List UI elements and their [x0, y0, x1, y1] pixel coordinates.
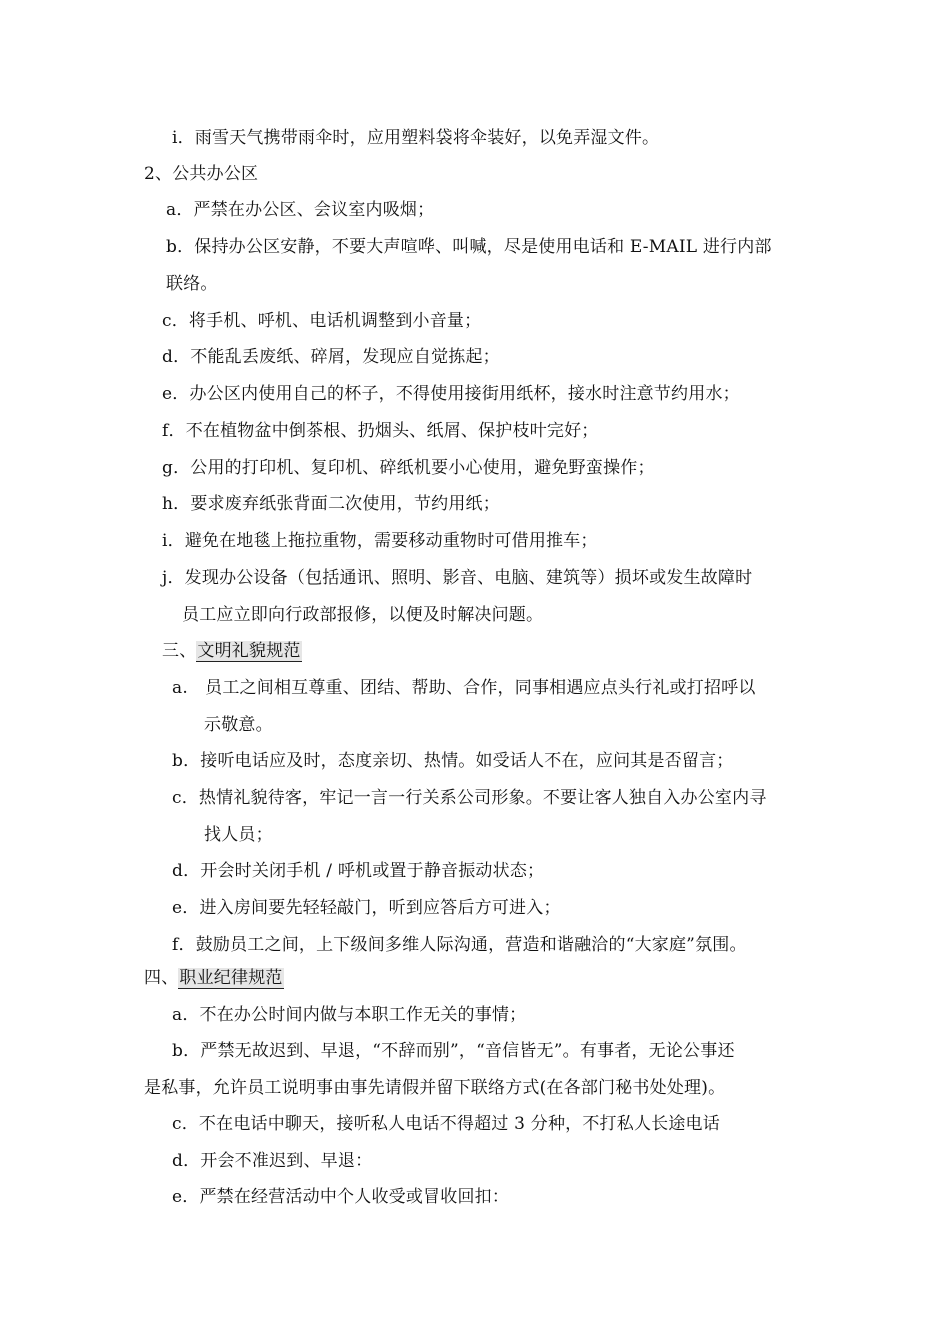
text-line: f．鼓励员工之间，上下级间多维人际沟通，营造和谐融洽的“大家庭”氛围。 — [172, 935, 747, 955]
section-heading-discipline — [144, 966, 284, 990]
text-line: 联络。 — [166, 274, 218, 294]
text-line: b．严禁无故迟到、早退，“不辞而别”，“音信皆无”。有事者，无论公事还 — [172, 1041, 735, 1061]
text-line: d．开会时关闭手机 / 呼机或置于静音振动状态； — [172, 861, 545, 881]
text-line: b．保持办公区安静，不要大声喧哗、叫喊，尽是使用电话和 E-MAIL 进行内部 — [166, 237, 772, 257]
text-line: d．不能乱丢废纸、碎屑，发现应自觉拣起； — [162, 347, 500, 367]
text-line: h．要求废弃纸张背面二次使用，节约用纸； — [162, 494, 500, 514]
text-line: 示敬意。 — [204, 715, 273, 735]
text-line: 找人员； — [204, 825, 273, 845]
section-title: 文明礼貌规范 — [197, 641, 301, 661]
section-heading-public-office: 2、公共办公区 — [144, 164, 259, 184]
text-line: b．接听电话应及时，态度亲切、热情。如受话人不在，应问其是否留言； — [172, 751, 734, 771]
text-line: 是私事，允许员工说明事由事先请假并留下联络方式(在各部门秘书处处理)。 — [144, 1078, 726, 1098]
text-line: f．不在植物盆中倒茶根、扔烟头、纸屑、保护枝叶完好； — [162, 421, 599, 441]
text-line: e．办公区内使用自己的杯子，不得使用接街用纸杯，接水时注意节约用水； — [162, 384, 740, 404]
text-line: j．发现办公设备（包括通讯、照明、影音、电脑、建筑等）损坏或发生故障时 — [162, 568, 753, 588]
text-line: e．进入房间要先轻轻敲门，听到应答后方可进入； — [172, 898, 561, 918]
text-line: c．热情礼貌待客，牢记一言一行关系公司形象。不要让客人独自入办公室内寻 — [172, 788, 767, 808]
text-line: a．严禁在办公区、会议室内吸烟； — [166, 200, 435, 220]
text-line: i．避免在地毯上拖拉重物，需要移动重物时可借用推车； — [162, 531, 598, 551]
text-line: e．严禁在经营活动中个人收受或冒收回扣： — [172, 1187, 510, 1207]
section-number: 三、 — [162, 641, 197, 661]
text-line: c．不在电话中聊天，接听私人电话不得超过 3 分种，不打私人长途电话 — [172, 1114, 720, 1134]
text-line: d．开会不准迟到、早退： — [172, 1151, 373, 1171]
text-line: 员工应立即向行政部报修，以便及时解决问题。 — [182, 605, 544, 625]
text-line: c．将手机、呼机、电话机调整到小音量； — [162, 311, 482, 331]
text-line: g．公用的打印机、复印机、碎纸机要小心使用，避免野蛮操作； — [162, 458, 655, 478]
section-number: 四、 — [144, 968, 179, 988]
text-line: a. 员工之间相互尊重、团结、帮助、合作，同事相遇应点头行礼或打招呼以 — [172, 678, 756, 698]
text-line: a．不在办公时间内做与本职工作无关的事情； — [172, 1005, 527, 1025]
section-title: 职业纪律规范 — [179, 968, 283, 988]
text-line: i．雨雪天气携带雨伞时，应用塑料袋将伞装好，以免弄湿文件。 — [172, 128, 660, 148]
section-heading-etiquette — [162, 639, 302, 663]
